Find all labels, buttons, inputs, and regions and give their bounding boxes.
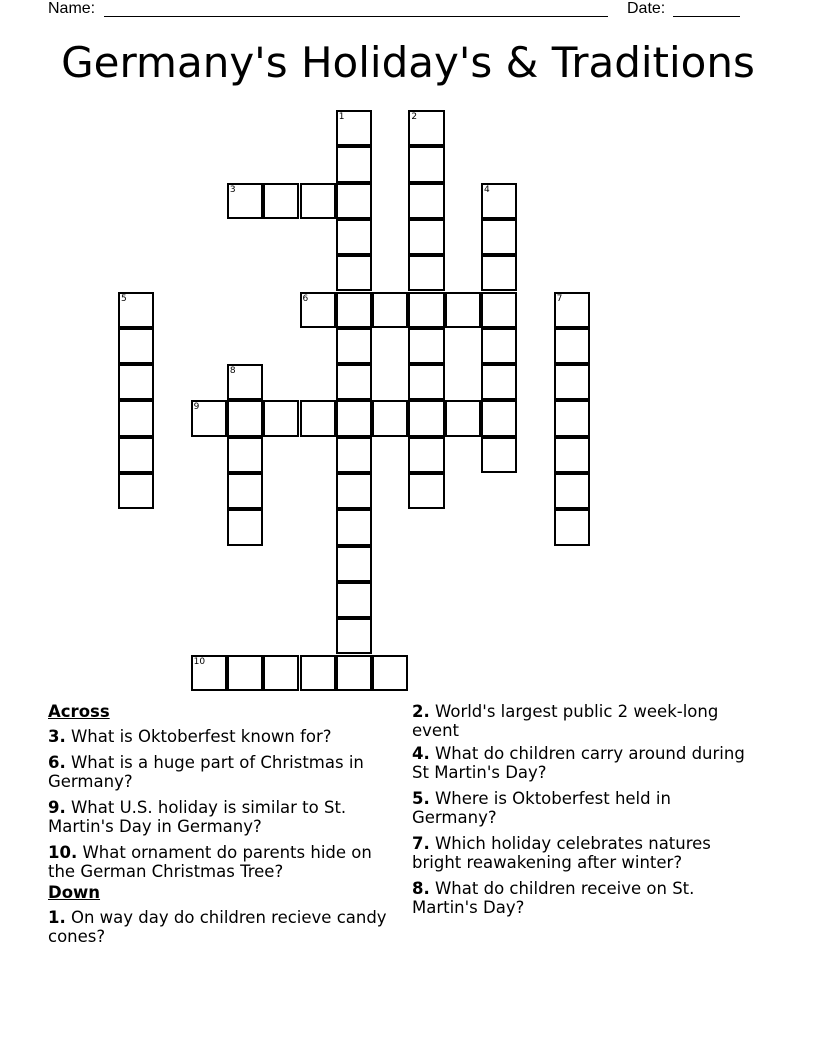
clue-down-8 xyxy=(412,879,757,917)
clues-right-column xyxy=(412,702,757,924)
clue-number: 5. xyxy=(412,789,430,808)
cell-number: 9 xyxy=(193,402,200,413)
clue-text: What is Oktoberfest known for? xyxy=(65,727,332,746)
crossword-cell[interactable] xyxy=(336,437,372,473)
cell-number: 3 xyxy=(229,184,236,195)
clue-number: 7. xyxy=(412,834,430,853)
crossword-cell[interactable] xyxy=(227,509,263,545)
crossword-cell[interactable] xyxy=(227,473,263,509)
crossword-cell[interactable] xyxy=(118,364,154,400)
crossword-cell[interactable] xyxy=(408,364,444,400)
crossword-cell[interactable] xyxy=(300,292,336,328)
crossword-cell[interactable] xyxy=(481,219,517,255)
crossword-cell[interactable] xyxy=(336,618,372,654)
clue-text: Which holiday celebrates natures bright reawakening after winter? xyxy=(412,834,711,872)
crossword-cell[interactable] xyxy=(408,400,444,436)
clue-text: Where is Oktoberfest held in Germany? xyxy=(412,789,671,827)
crossword-cell[interactable] xyxy=(227,183,263,219)
clue-number: 2. xyxy=(412,702,430,721)
crossword-cell[interactable] xyxy=(554,292,590,328)
clue-text: World's largest public 2 week-long event xyxy=(412,702,719,740)
clue-number: 4. xyxy=(412,744,430,763)
crossword-cell[interactable] xyxy=(300,183,336,219)
crossword-cell[interactable] xyxy=(554,473,590,509)
crossword-cell[interactable] xyxy=(336,546,372,582)
crossword-cell[interactable] xyxy=(191,400,227,436)
crossword-cell[interactable] xyxy=(481,328,517,364)
crossword-cell[interactable] xyxy=(408,219,444,255)
crossword-cell[interactable] xyxy=(336,328,372,364)
crossword-cell[interactable] xyxy=(300,400,336,436)
name-label: Name: xyxy=(48,0,96,17)
crossword-cell[interactable] xyxy=(408,183,444,219)
crossword-cell[interactable] xyxy=(300,655,336,691)
crossword-cell[interactable] xyxy=(481,292,517,328)
clue-down-2 xyxy=(412,702,757,740)
crossword-cell[interactable] xyxy=(372,400,408,436)
page-title: Germany's Holiday's & Traditions xyxy=(61,38,755,87)
crossword-cell[interactable] xyxy=(408,292,444,328)
crossword-cell[interactable] xyxy=(227,655,263,691)
crossword-cell[interactable] xyxy=(336,509,372,545)
clues-left-column xyxy=(48,702,388,953)
clue-text: What do children carry around during St Martin's Day? xyxy=(412,744,745,782)
crossword-cell[interactable] xyxy=(408,110,444,146)
cell-number: 6 xyxy=(302,293,309,304)
crossword-cell[interactable] xyxy=(336,364,372,400)
date-label: Date: xyxy=(627,0,666,17)
crossword-cell[interactable] xyxy=(118,473,154,509)
crossword-cell[interactable] xyxy=(408,146,444,182)
crossword-cell[interactable] xyxy=(118,292,154,328)
crossword-cell[interactable] xyxy=(263,183,299,219)
crossword-cell[interactable] xyxy=(118,328,154,364)
crossword-cell[interactable] xyxy=(336,473,372,509)
clue-down-4 xyxy=(412,744,757,782)
clue-number: 9. xyxy=(48,798,66,817)
crossword-cell[interactable] xyxy=(336,146,372,182)
clue-number: 1. xyxy=(48,908,66,927)
crossword-cell[interactable] xyxy=(372,292,408,328)
crossword-cell[interactable] xyxy=(336,110,372,146)
cell-number: 5 xyxy=(121,293,127,304)
clue-number: 10. xyxy=(48,843,78,862)
crossword-cell[interactable] xyxy=(481,437,517,473)
crossword-cell[interactable] xyxy=(118,437,154,473)
clue-across-10 xyxy=(48,843,388,881)
clue-text: What ornament do parents hide on the German Christmas Tree? xyxy=(48,843,372,881)
crossword-cell[interactable] xyxy=(336,219,372,255)
crossword-cell[interactable] xyxy=(336,400,372,436)
crossword-cell[interactable] xyxy=(445,292,481,328)
cell-number: 8 xyxy=(229,366,236,377)
clue-down-1 xyxy=(48,908,388,946)
crossword-cell[interactable] xyxy=(554,400,590,436)
clue-text: On way day do children recieve candy cones? xyxy=(48,908,387,946)
crossword-cell[interactable] xyxy=(408,255,444,291)
crossword-cell[interactable] xyxy=(481,364,517,400)
clue-across-6 xyxy=(48,753,388,791)
crossword-cell[interactable] xyxy=(408,473,444,509)
cell-number: 4 xyxy=(484,184,490,195)
crossword-cell[interactable] xyxy=(481,400,517,436)
crossword-cell[interactable] xyxy=(336,255,372,291)
crossword-cell[interactable] xyxy=(191,655,227,691)
crossword-cell[interactable] xyxy=(336,582,372,618)
clue-down-5 xyxy=(412,789,757,827)
crossword-cell[interactable] xyxy=(554,328,590,364)
crossword-cell[interactable] xyxy=(118,400,154,436)
crossword-cell[interactable] xyxy=(481,255,517,291)
cell-number: 2 xyxy=(411,112,418,122)
crossword-cell[interactable] xyxy=(408,328,444,364)
clue-number: 6. xyxy=(48,753,66,772)
clue-text: What U.S. holiday is similar to St. Martin's Day in Germany? xyxy=(48,798,347,836)
across-heading: Across xyxy=(48,702,110,721)
clue-text: What do children receive on St. Martin's Day? xyxy=(412,879,695,917)
down-heading: Down xyxy=(48,883,101,902)
cell-number: 7 xyxy=(556,293,563,304)
crossword-cell[interactable] xyxy=(336,292,372,328)
crossword-cell[interactable] xyxy=(227,400,263,436)
crossword-cell[interactable] xyxy=(408,437,444,473)
clue-down-7 xyxy=(412,834,757,872)
clue-across-9 xyxy=(48,798,388,836)
crossword-cell[interactable] xyxy=(372,655,408,691)
clue-number: 3. xyxy=(48,727,66,746)
clue-number: 8. xyxy=(412,879,430,898)
cell-number: 10 xyxy=(193,656,206,667)
crossword-cell[interactable] xyxy=(263,400,299,436)
crossword-cell[interactable] xyxy=(481,183,517,219)
crossword-cell[interactable] xyxy=(554,509,590,545)
crossword-cell[interactable] xyxy=(263,655,299,691)
crossword-cell[interactable] xyxy=(336,183,372,219)
crossword-cell[interactable] xyxy=(554,364,590,400)
crossword-cell[interactable] xyxy=(336,655,372,691)
crossword-cell[interactable] xyxy=(227,437,263,473)
crossword-cell[interactable] xyxy=(554,437,590,473)
cell-number: 1 xyxy=(338,112,345,122)
clue-across-3 xyxy=(48,727,388,746)
crossword-cell[interactable] xyxy=(227,364,263,400)
crossword-cell[interactable] xyxy=(445,400,481,436)
clue-text: What is a huge part of Christmas in Germany? xyxy=(48,753,364,791)
